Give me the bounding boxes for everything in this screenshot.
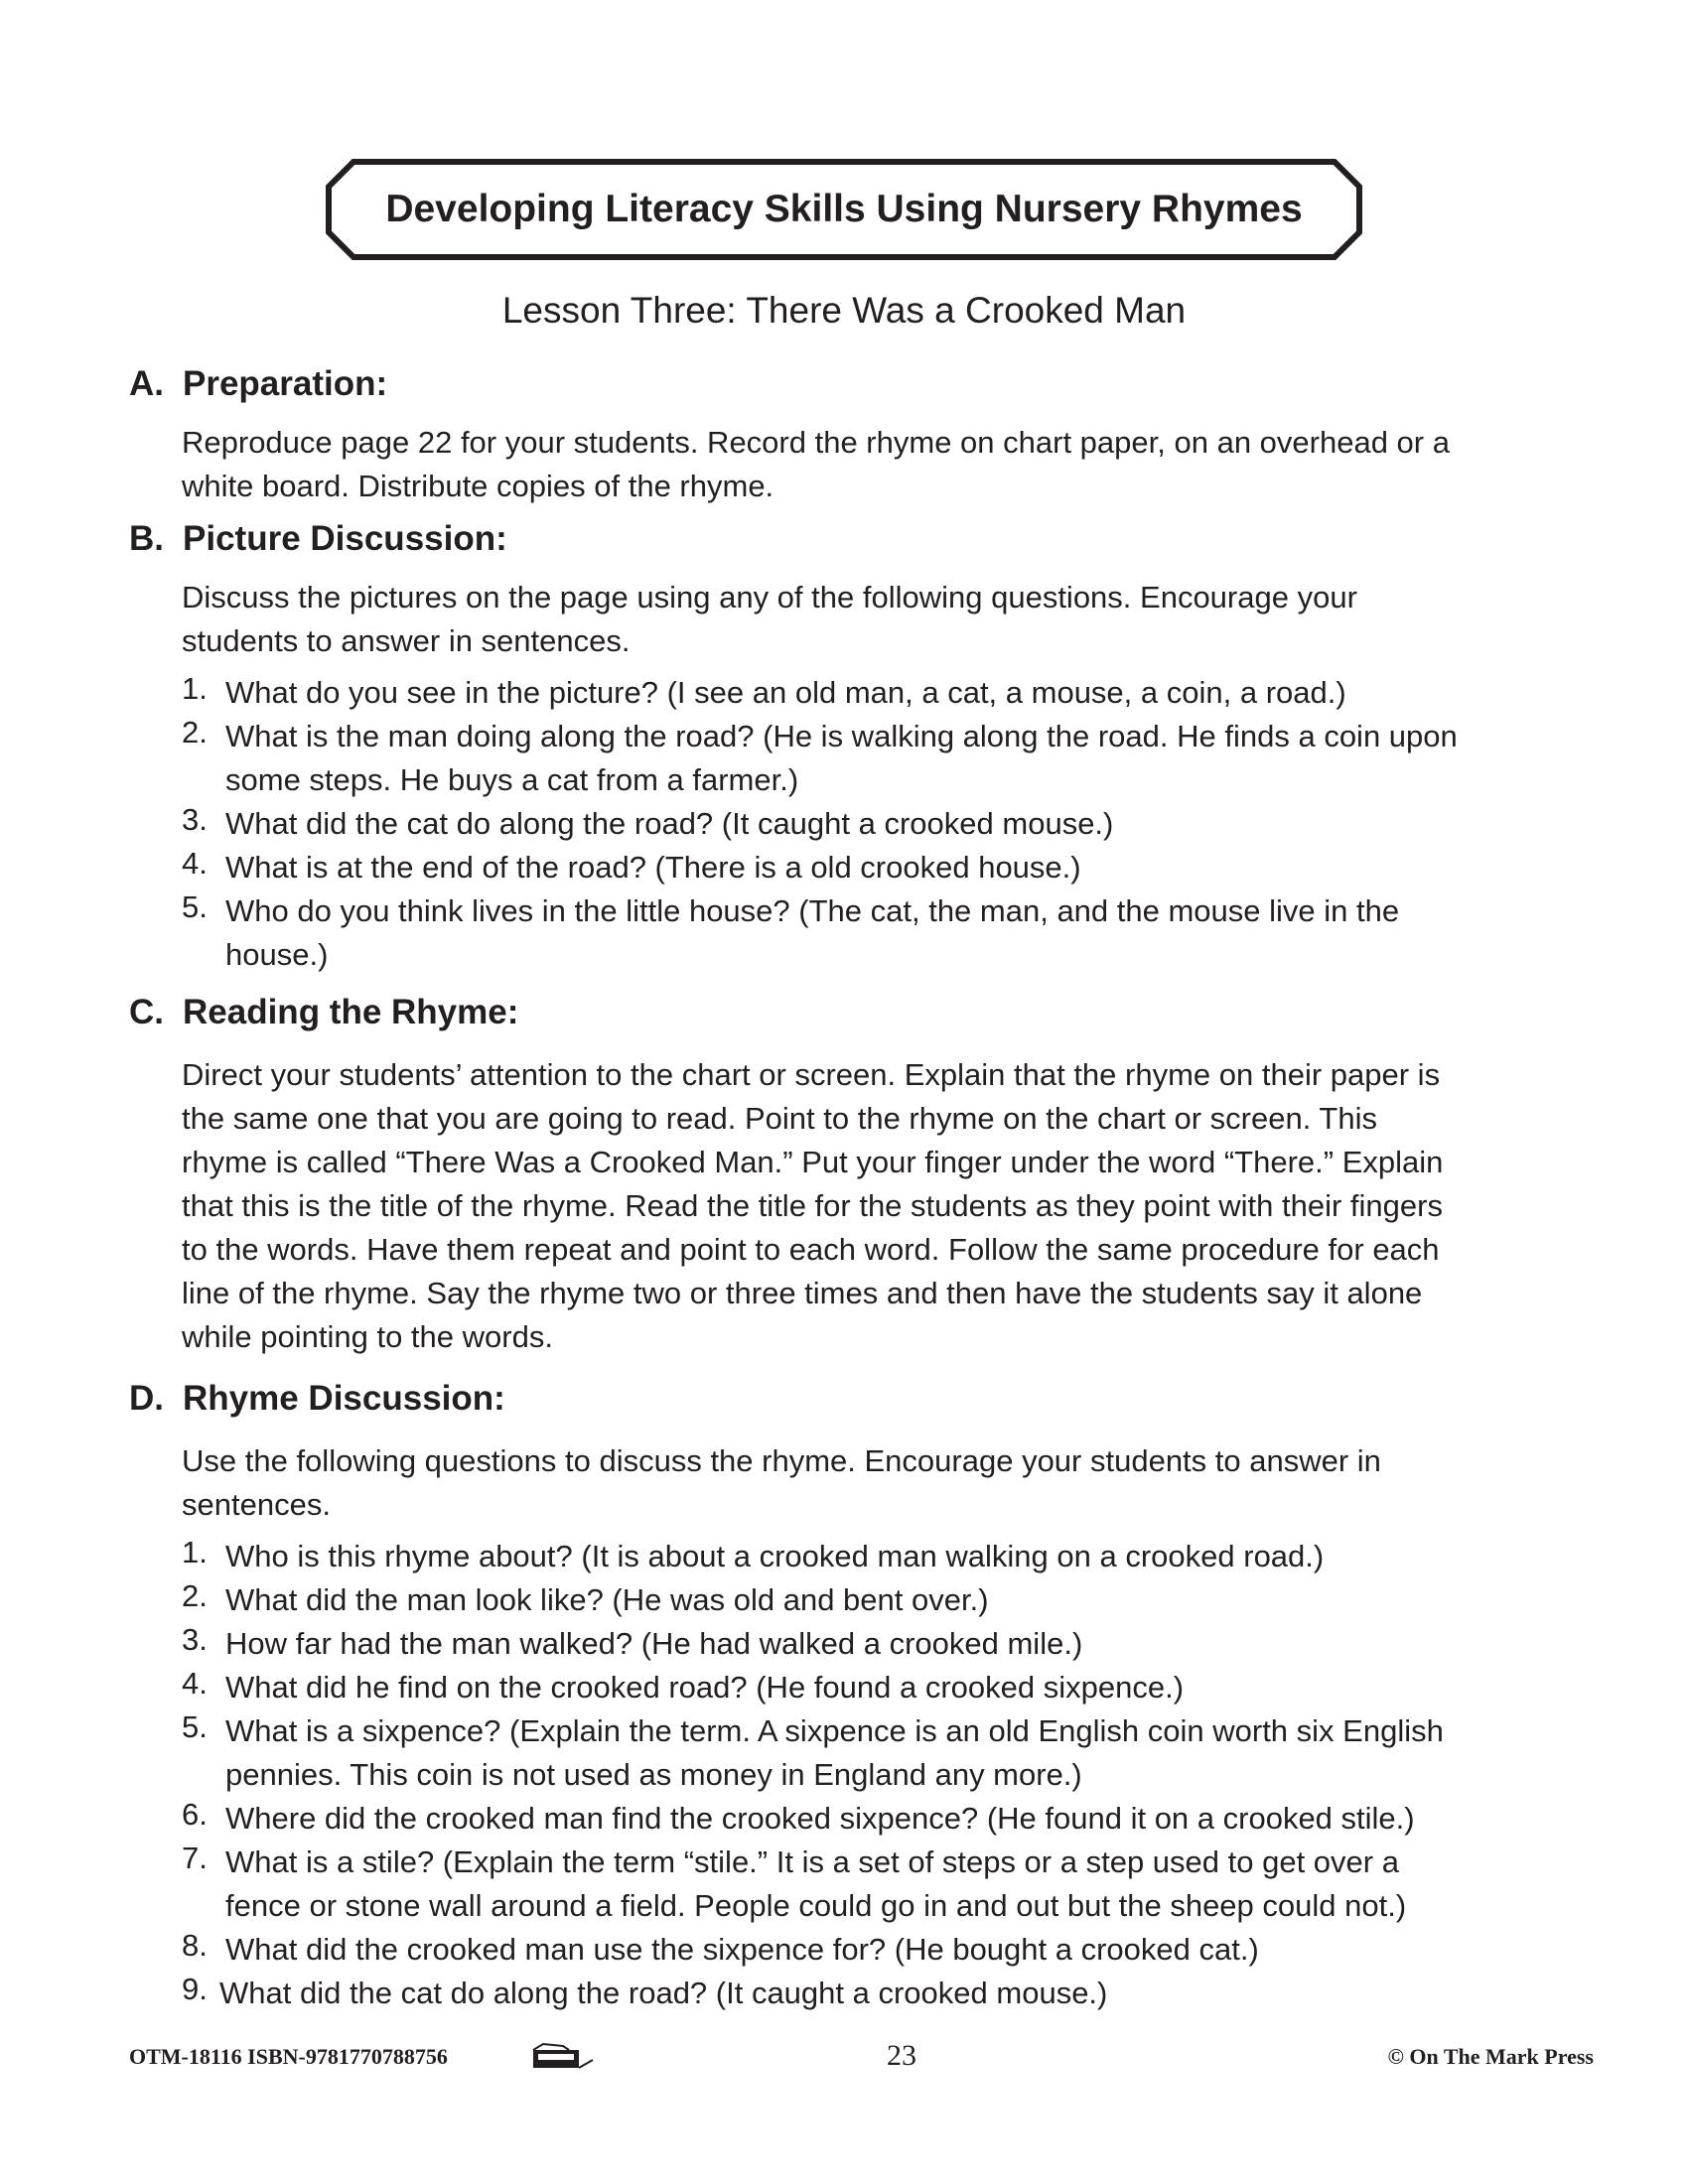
item-line: What is the man doing along the road? (He is walking along the road. He finds a coin upon — [225, 719, 1458, 753]
list-item — [182, 1709, 1572, 1797]
section-b-paragraph — [182, 576, 1572, 663]
paragraph-line: the same one that you are going to read. Point to the rhyme on the chart or screen. This — [182, 1101, 1377, 1136]
paragraph-line: students to answer in sentences. — [182, 623, 631, 658]
item-line: How far had the man walked? (He had walked a crooked mile.) — [225, 1626, 1083, 1661]
section-a-paragraph — [182, 421, 1572, 508]
section-title: Picture Discussion: — [183, 519, 507, 558]
paragraph-line: Discuss the pictures on the page using any of the following questions. Encourage your — [182, 580, 1357, 614]
item-number: 1. — [182, 671, 208, 706]
list-item — [182, 1928, 1572, 1972]
item-line: What do you see in the picture? (I see an old man, a cat, a mouse, a coin, a road.) — [225, 675, 1346, 710]
item-number: 2. — [182, 715, 208, 750]
section-letter: C. — [129, 993, 164, 1031]
item-number: 3. — [182, 802, 208, 837]
item-line: What is a stile? (Explain the term “stile.” It is a set of steps or a step used to get over a — [225, 1844, 1399, 1879]
list-item — [182, 1841, 1572, 1928]
item-number: 2. — [182, 1578, 208, 1613]
item-line: What did the cat do along the road? (It caught a crooked mouse.) — [225, 806, 1114, 841]
list-item — [182, 671, 1572, 715]
item-number: 6. — [182, 1797, 208, 1832]
footer-isbn: OTM-18116 ISBN-9781770788756 — [129, 2044, 448, 2069]
paragraph-line: Direct your students’ attention to the chart or screen. Explain that the rhyme on their paper is — [182, 1057, 1441, 1092]
paragraph-line: white board. Distribute copies of the rhyme. — [182, 469, 774, 503]
item-line: What is a sixpence? (Explain the term. A sixpence is an old English coin worth six English — [225, 1713, 1444, 1748]
item-number: 3. — [182, 1622, 208, 1657]
item-number: 9. — [182, 1972, 208, 2006]
list-item — [182, 1578, 1572, 1622]
section-a-heading — [129, 364, 387, 404]
section-b-heading — [129, 519, 507, 559]
list-item — [182, 846, 1572, 889]
item-line: What did the man look like? (He was old and bent over.) — [225, 1582, 989, 1617]
footer-publisher: © On The Mark Press — [1387, 2044, 1594, 2069]
list-item — [182, 1797, 1572, 1841]
section-letter: B. — [129, 519, 164, 558]
section-c-paragraph — [182, 1053, 1572, 1359]
item-line: What did he find on the crooked road? (He found a crooked sixpence.) — [225, 1670, 1185, 1705]
section-d-heading — [129, 1379, 505, 1419]
item-line: What did the crooked man use the sixpence for? (He bought a crooked cat.) — [225, 1932, 1259, 1967]
page-title: Developing Literacy Skills Using Nursery Rhymes — [385, 188, 1303, 230]
item-line: some steps. He buys a cat from a farmer.) — [225, 762, 799, 797]
section-c-heading — [129, 993, 518, 1032]
item-number: 5. — [182, 1709, 208, 1744]
item-line: Where did the crooked man find the crooked sixpence? (He found it on a crooked stile.) — [225, 1801, 1415, 1836]
paragraph-line: that this is the title of the rhyme. Read the title for the students as they point with their fingers — [182, 1188, 1443, 1223]
paragraph-line: line of the rhyme. Say the rhyme two or three times and then have the students say it alone — [182, 1276, 1423, 1310]
list-item — [182, 1622, 1572, 1666]
list-item — [182, 802, 1572, 846]
item-line: What is at the end of the road? (There is a old crooked house.) — [225, 850, 1081, 885]
picture-discussion-list — [182, 671, 1572, 977]
item-number: 8. — [182, 1928, 208, 1963]
paragraph-line: to the words. Have them repeat and point to each word. Follow the same procedure for each — [182, 1232, 1440, 1267]
item-number: 4. — [182, 1666, 208, 1701]
lesson-title: Lesson Three: There Was a Crooked Man — [501, 290, 1187, 331]
list-item — [182, 1666, 1572, 1709]
item-line: Who is this rhyme about? (It is about a crooked man walking on a crooked road.) — [225, 1539, 1325, 1573]
title-banner — [326, 159, 1362, 260]
item-number: 5. — [182, 889, 208, 924]
item-number: 1. — [182, 1535, 208, 1570]
section-title: Reading the Rhyme: — [183, 993, 519, 1031]
item-line: pennies. This coin is not used as money in England any more.) — [225, 1757, 1082, 1792]
paragraph-line: Use the following questions to discuss the rhyme. Encourage your students to answer in — [182, 1443, 1381, 1478]
item-number: 4. — [182, 846, 208, 881]
paragraph-line: rhyme is called “There Was a Crooked Man.” Put your finger under the word “There.” Explain — [182, 1145, 1444, 1179]
list-item — [182, 1535, 1572, 1578]
rhyme-discussion-list — [182, 1535, 1572, 2015]
item-line: house.) — [225, 937, 329, 972]
paragraph-line: sentences. — [182, 1487, 331, 1522]
section-title: Preparation: — [183, 364, 388, 403]
list-item — [182, 715, 1572, 802]
item-line: fence or stone wall around a field. People could go in and out but the sheep could not.) — [225, 1888, 1407, 1923]
section-d-paragraph — [182, 1439, 1572, 1527]
item-line: What did the cat do along the road? (It caught a crooked mouse.) — [219, 1976, 1108, 2010]
item-line: Who do you think lives in the little house? (The cat, the man, and the mouse live in the — [225, 893, 1400, 928]
list-item — [182, 889, 1572, 977]
paragraph-line: while pointing to the words. — [182, 1319, 553, 1354]
section-letter: A. — [129, 364, 164, 403]
section-title: Rhyme Discussion: — [183, 1379, 505, 1418]
list-item — [182, 1972, 1572, 2015]
section-letter: D. — [129, 1379, 164, 1418]
item-number: 7. — [182, 1841, 208, 1875]
page-number: 23 — [887, 2039, 916, 2072]
paragraph-line: Reproduce page 22 for your students. Record the rhyme on chart paper, on an overhead or a — [182, 425, 1450, 460]
